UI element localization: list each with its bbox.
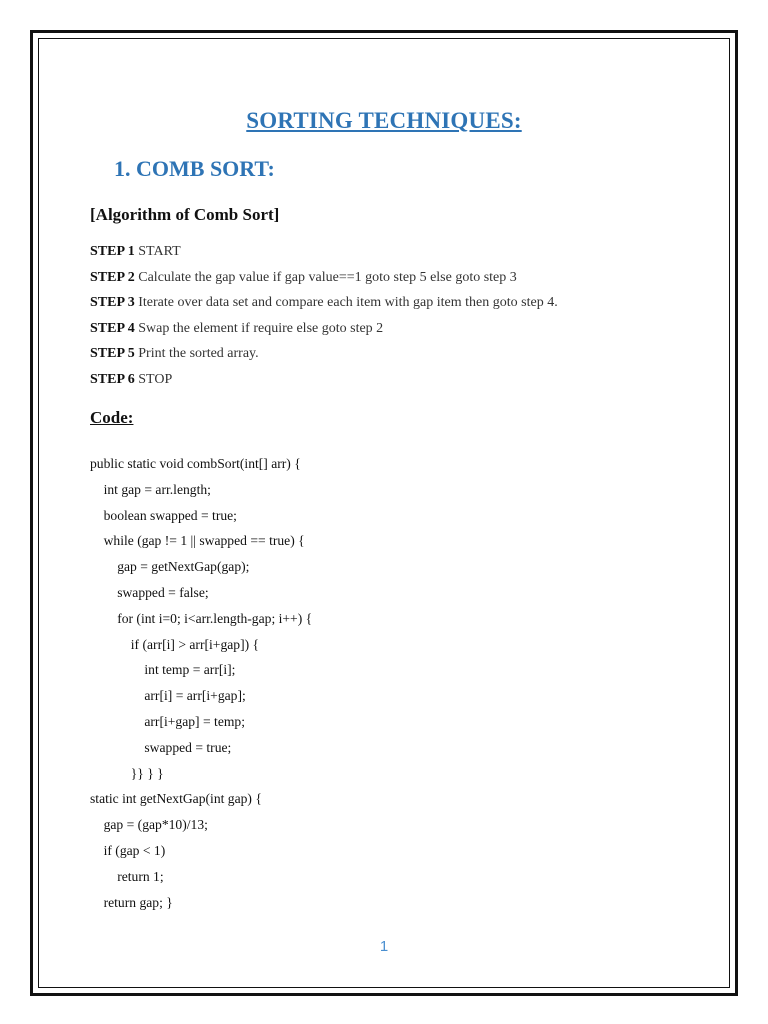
step-item [90,370,558,396]
step-text: START [134,244,181,259]
code-line: swapped = false; [90,584,209,600]
step-item [90,268,558,294]
code-line: int temp = arr[i]; [90,662,236,678]
code-line: if (gap < 1) [90,842,166,858]
step-item [90,293,558,319]
code-line: arr[i] = arr[i+gap]; [90,688,246,704]
code-block [90,454,312,918]
step-label: STEP 5 [90,346,135,362]
code-line: }} } } [90,765,164,781]
step-label: STEP 3 [90,295,135,311]
code-line: arr[i+gap] = temp; [90,713,246,729]
step-text: Iterate over data set and compare each item with gap item then goto step 4. [134,295,558,311]
code-line: if (arr[i] > arr[i+gap]) { [90,636,260,652]
section-heading: 1. COMB SORT: [114,156,275,181]
page-number: 1 [379,938,389,955]
code-line: public static void combSort(int[] arr) { [90,456,301,471]
code-line: for (int i=0; i<arr.length-gap; i++) { [90,610,313,626]
code-line: while (gap != 1 || swapped == true) { [90,533,305,549]
step-item [90,242,558,268]
step-label: STEP 2 [90,269,135,285]
document-title: SORTING TECHNIQUES: [246,108,522,133]
step-item [90,319,558,345]
code-line: gap = getNextGap(gap); [90,559,250,575]
code-line: boolean swapped = true; [90,507,237,523]
algorithm-steps [90,242,558,396]
code-line: swapped = true; [90,739,232,755]
step-text: Calculate the gap value if gap value==1 goto step 5 else goto step 3 [134,269,517,285]
code-line: gap = (gap*10)/13; [90,817,208,833]
algorithm-heading: [Algorithm of Comb Sort] [90,205,280,224]
step-label: STEP 4 [90,320,135,336]
step-text: Swap the element if require else goto step 2 [134,320,384,336]
step-text: Print the sorted array. [134,346,259,362]
step-item [90,344,558,370]
code-line: static int getNextGap(int gap) { [90,791,262,807]
step-text: STOP [134,371,173,387]
code-line: int gap = arr.length; [90,481,211,497]
step-label: STEP 6 [90,371,135,387]
step-label: STEP 1 [90,244,135,259]
code-line: return gap; } [90,894,173,910]
code-heading: Code: [90,408,134,427]
code-line: return 1; [90,868,164,884]
